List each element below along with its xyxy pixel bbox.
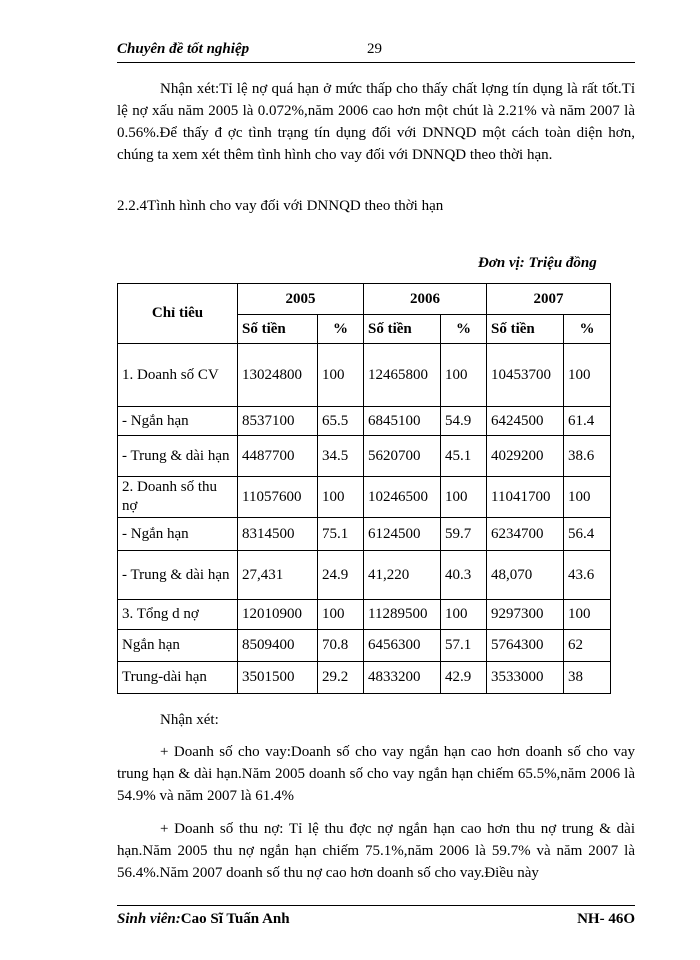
table-row <box>118 662 611 694</box>
cell-value: 61.4 <box>564 407 611 436</box>
document-title: Chuyên đề tốt nghiệp <box>117 41 250 57</box>
header-year-2007: 2007 <box>487 284 611 315</box>
page-footer <box>117 905 635 932</box>
cell-value: 9297300 <box>487 600 564 630</box>
header-percent: % <box>564 315 611 344</box>
header-chi-tieu: Chỉ tiêu <box>118 284 238 344</box>
cell-value: 62 <box>564 630 611 662</box>
cell-value: 12010900 <box>238 600 318 630</box>
cell-value: 4029200 <box>487 436 564 477</box>
table-row <box>118 436 611 477</box>
cell-value: 100 <box>318 600 364 630</box>
cell-value: 12465800 <box>364 344 441 407</box>
student-name: Cao Sĩ Tuấn Anh <box>180 911 290 927</box>
header-amount: Số tiền <box>238 315 318 344</box>
cell-value: 11057600 <box>238 477 318 518</box>
cell-value: 6234700 <box>487 518 564 551</box>
cell-value: 8314500 <box>238 518 318 551</box>
cell-value: 3501500 <box>238 662 318 694</box>
cell-value: 3533000 <box>487 662 564 694</box>
row-label: 2. Doanh số thu nợ <box>118 477 238 518</box>
cell-value: 100 <box>564 477 611 518</box>
header-year-2005: 2005 <box>238 284 364 315</box>
cell-value: 6845100 <box>364 407 441 436</box>
cell-value: 100 <box>441 600 487 630</box>
cell-value: 43.6 <box>564 551 611 600</box>
remark-label: Nhận xét: <box>160 712 219 728</box>
student-info <box>117 911 290 928</box>
paragraph-debt-collection: + Doanh số thu nợ: Tỉ lệ thu đợc nợ ngắn hạn cao hơn thu nợ trung & dài hạn.Năm 2005 thu nợ ngắn hạn chiếm 75.1%,năm 2006 là 59.7% và năm 2007 là 56.4%.Năm 2007 doanh số thu nợ cao hơn doanh số cho vay.Điều này <box>117 821 635 881</box>
table-row <box>118 630 611 662</box>
cell-value: 56.4 <box>564 518 611 551</box>
loan-term-table <box>117 283 611 694</box>
row-label: Trung-dài hạn <box>118 662 238 694</box>
cell-value: 40.3 <box>441 551 487 600</box>
row-label: - Ngắn hạn <box>118 407 238 436</box>
cell-value: 8537100 <box>238 407 318 436</box>
cell-value: 75.1 <box>318 518 364 551</box>
row-label: - Trung & dài hạn <box>118 551 238 600</box>
header-amount: Số tiền <box>364 315 441 344</box>
cell-value: 6456300 <box>364 630 441 662</box>
table-row <box>118 600 611 630</box>
cell-value: 34.5 <box>318 436 364 477</box>
unit-label: Đơn vị: Triệu đồng <box>478 255 597 271</box>
cell-value: 10246500 <box>364 477 441 518</box>
cell-value: 45.1 <box>441 436 487 477</box>
row-label: - Trung & dài hạn <box>118 436 238 477</box>
cell-value: 10453700 <box>487 344 564 407</box>
cell-value: 100 <box>441 344 487 407</box>
table-row <box>118 407 611 436</box>
cell-value: 57.1 <box>441 630 487 662</box>
row-label: 1. Doanh số CV <box>118 344 238 407</box>
cell-value: 13024800 <box>238 344 318 407</box>
cell-value: 29.2 <box>318 662 364 694</box>
cell-value: 54.9 <box>441 407 487 436</box>
cell-value: 100 <box>318 344 364 407</box>
cell-value: 100 <box>441 477 487 518</box>
cell-value: 4833200 <box>364 662 441 694</box>
cell-value: 11041700 <box>487 477 564 518</box>
row-label: Ngắn hạn <box>118 630 238 662</box>
cell-value: 100 <box>564 600 611 630</box>
paragraph-loan-sales: + Doanh số cho vay:Doanh số cho vay ngắn hạn cao hơn doanh số cho vay trung hạn & dài hạn.Năm 2005 doanh số cho vay ngắn hạn chiếm 65.5%,năm 2006 là 54.9% và năm 2007 là 61.4% <box>117 744 635 804</box>
cell-value: 65.5 <box>318 407 364 436</box>
cell-value: 27,431 <box>238 551 318 600</box>
table-row <box>118 518 611 551</box>
cell-value: 41,220 <box>364 551 441 600</box>
row-label: 3. Tổng d nợ <box>118 600 238 630</box>
cell-value: 70.8 <box>318 630 364 662</box>
class-code: NH- 46O <box>577 911 635 927</box>
section-heading: 2.2.4Tình hình cho vay đối với DNNQD theo thời hạn <box>117 198 444 214</box>
cell-value: 6424500 <box>487 407 564 436</box>
student-label: Sinh viên: <box>117 911 181 927</box>
cell-value: 6124500 <box>364 518 441 551</box>
cell-value: 5620700 <box>364 436 441 477</box>
cell-value: 48,070 <box>487 551 564 600</box>
cell-value: 8509400 <box>238 630 318 662</box>
cell-value: 100 <box>564 344 611 407</box>
header-year-2006: 2006 <box>364 284 487 315</box>
paragraph-remark-overdue: Nhận xét:Tỉ lệ nợ quá hạn ở mức thấp cho thấy chất lợng tín dụng là rất tốt.Tỉ lệ nợ xấu năm 2005 là 0.072%,năm 2006 cao hơn một chút là 2.21% và năm 2007 là 0.56%.Để thấy đ ợc tình trạng tín dụng đối với DNNQD một cách toàn diện hơn, chúng ta xem xét thêm tình hình cho vay đối với DNNQD theo thời hạn. <box>117 81 635 163</box>
cell-value: 38 <box>564 662 611 694</box>
row-label: - Ngắn hạn <box>118 518 238 551</box>
cell-value: 11289500 <box>364 600 441 630</box>
cell-value: 4487700 <box>238 436 318 477</box>
page-header <box>117 40 635 63</box>
table-row <box>118 344 611 407</box>
cell-value: 24.9 <box>318 551 364 600</box>
header-percent: % <box>441 315 487 344</box>
cell-value: 59.7 <box>441 518 487 551</box>
cell-value: 42.9 <box>441 662 487 694</box>
page-number: 29 <box>367 41 382 57</box>
cell-value: 5764300 <box>487 630 564 662</box>
header-percent: % <box>318 315 364 344</box>
table-row <box>118 477 611 518</box>
cell-value: 100 <box>318 477 364 518</box>
cell-value: 38.6 <box>564 436 611 477</box>
header-amount: Số tiền <box>487 315 564 344</box>
table-row <box>118 551 611 600</box>
